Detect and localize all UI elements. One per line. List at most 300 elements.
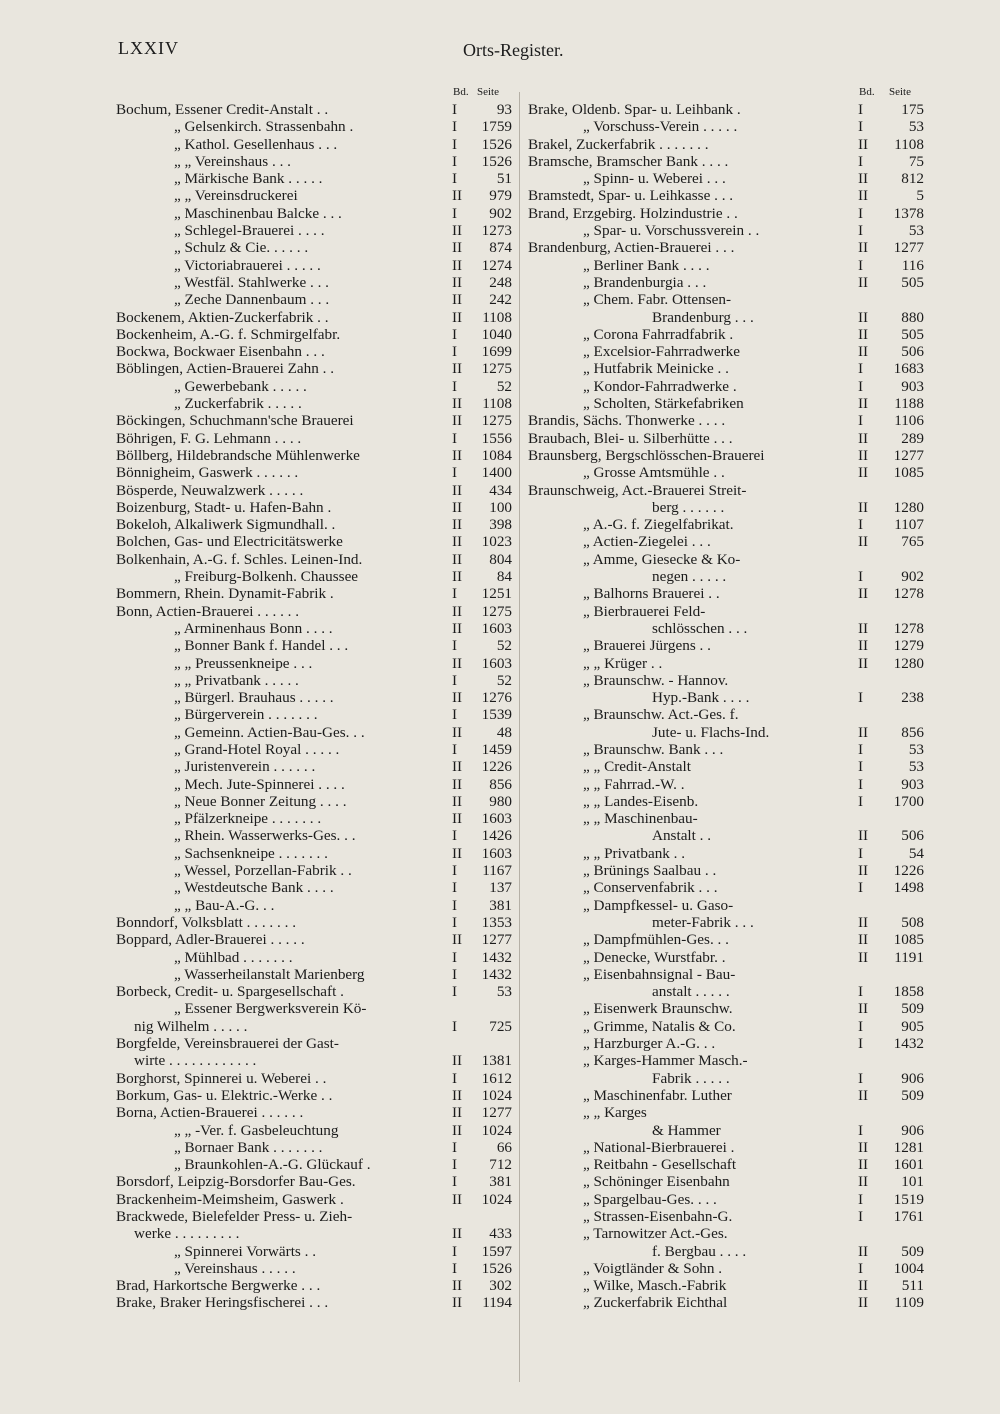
entry-page: 1353 [481, 913, 512, 931]
entry-page: 1539 [481, 706, 512, 724]
entry-name: „ Victoriabrauerei . . . . . [174, 256, 321, 274]
entry-volume: II [452, 844, 463, 862]
entry-volume: I [452, 965, 458, 983]
entry-volume: I [452, 1242, 458, 1260]
entry-volume: II [858, 931, 869, 949]
register-entry [528, 983, 924, 1000]
entry-page: 1699 [481, 343, 512, 361]
entry-volume: I [858, 412, 864, 430]
entry-page: 1107 [894, 516, 924, 534]
entry-name: Borghorst, Spinnerei u. Weberei . . [116, 1069, 327, 1087]
entry-volume: I [452, 343, 458, 361]
entry-name: Brad, Harkortsche Bergwerke . . . [116, 1277, 321, 1295]
register-entry [116, 879, 514, 896]
entry-name: „ Balhorns Brauerei . . [583, 585, 720, 603]
entry-name: „ Bürgerl. Brauhaus . . . . . [174, 689, 334, 707]
register-entry [116, 412, 514, 429]
entry-volume: II [452, 1086, 463, 1104]
register-entry [116, 1173, 514, 1190]
entry-name: „ Corona Fahrradfabrik . [583, 325, 734, 343]
entry-volume: II [452, 550, 463, 568]
entry-name: „ „ Preussenkneipe . . . [174, 654, 313, 672]
entry-page: 979 [489, 187, 512, 205]
entry-volume: II [858, 1000, 869, 1018]
entry-page: 1280 [893, 654, 924, 672]
entry-name: „ Actien-Ziegelei . . . [583, 533, 711, 551]
entry-volume: I [858, 118, 864, 136]
entry-volume: I [858, 1259, 864, 1277]
entry-page: 874 [489, 239, 512, 257]
register-entry [116, 862, 514, 879]
entry-name: „ Conservenfabrik . . . [583, 879, 718, 897]
entry-page: 1251 [481, 585, 512, 603]
register-entry [528, 1139, 924, 1156]
entry-volume: II [858, 343, 869, 361]
entry-name: Brake, Oldenb. Spar- u. Leihbank . [528, 101, 741, 118]
entry-page: 1188 [894, 395, 924, 413]
entry-name: Borkum, Gas- u. Elektric.-Werke . . [116, 1086, 333, 1104]
entry-name: „ Spinnerei Vorwärts . . [174, 1242, 317, 1260]
entry-volume: I [452, 1173, 458, 1191]
register-entry [528, 585, 924, 602]
entry-volume: II [858, 827, 869, 845]
entry-name: „ „ Krüger . . [583, 654, 663, 672]
entry-name: „ Mech. Jute-Spinnerei . . . . [174, 775, 345, 793]
entry-page: 116 [901, 256, 924, 274]
register-entry [116, 136, 514, 153]
entry-page: 509 [901, 1086, 924, 1104]
entry-page: 1526 [481, 135, 512, 153]
register-entry [528, 741, 924, 758]
entry-volume: I [452, 896, 458, 914]
entry-name: „ Schöninger Eisenbahn [583, 1173, 730, 1191]
entry-name: „ Gemeinn. Actien-Bau-Ges. . . [174, 723, 365, 741]
entry-page: 1603 [481, 619, 512, 637]
register-entry [116, 274, 514, 291]
entry-name: Böckingen, Schuchmann'sche Brauerei [116, 412, 354, 430]
register-entry [116, 672, 514, 689]
entry-page: 433 [489, 1225, 512, 1243]
register-entry [116, 1070, 514, 1087]
entry-volume: I [858, 360, 864, 378]
entry-page: 1023 [481, 533, 512, 551]
entry-volume: II [452, 602, 463, 620]
register-entry [528, 620, 924, 637]
entry-page: 1040 [481, 325, 512, 343]
entry-page: 1276 [481, 689, 512, 707]
entry-volume: I [452, 1069, 458, 1087]
entry-page: 1603 [481, 810, 512, 828]
entry-name: „ Märkische Bank . . . . . [174, 170, 323, 188]
entry-name: Brandis, Sächs. Thonwerke . . . . [528, 412, 726, 430]
register-entry [528, 395, 924, 412]
entry-volume: II [452, 1225, 463, 1243]
entry-name: Fabrik . . . . . [652, 1069, 730, 1087]
entry-volume: II [452, 1104, 463, 1122]
entry-page: 238 [901, 689, 924, 707]
entry-volume: II [452, 723, 463, 741]
entry-volume: I [452, 377, 458, 395]
entry-page: 1226 [481, 758, 512, 776]
register-entry [528, 482, 924, 499]
entry-page: 906 [901, 1069, 924, 1087]
register-entry [116, 222, 514, 239]
entry-name: Bösperde, Neuwalzwerk . . . . . [116, 481, 304, 499]
entry-page: 75 [908, 152, 924, 170]
entry-page: 506 [901, 827, 924, 845]
register-entry [528, 1087, 924, 1104]
entry-volume: I [452, 152, 458, 170]
register-entry [528, 637, 924, 654]
register-entry [528, 257, 924, 274]
entry-volume: I [858, 1208, 864, 1225]
entry-volume: I [452, 170, 458, 188]
register-entry [116, 1104, 514, 1121]
register-entry [528, 1294, 924, 1311]
entry-volume: II [452, 239, 463, 257]
entry-name: „ Arminenhaus Bonn . . . . [174, 619, 333, 637]
entry-page: 1761 [893, 1208, 924, 1225]
entry-page: 53 [908, 222, 924, 240]
entry-volume: II [452, 360, 463, 378]
register-entry [528, 153, 924, 170]
register-entry [528, 1277, 924, 1294]
entry-page: 1378 [893, 204, 924, 222]
register-entry [116, 1191, 514, 1208]
register-entry [528, 1260, 924, 1277]
entry-name: Brandenburg, Actien-Brauerei . . . [528, 239, 735, 257]
register-entry [528, 1225, 924, 1242]
entry-name: „ Eisenbahnsignal - Bau- [583, 965, 736, 983]
entry-volume: I [858, 740, 864, 758]
entry-volume: I [858, 879, 864, 897]
entry-volume: II [452, 568, 463, 586]
entry-name: „ Gewerbebank . . . . . [174, 377, 307, 395]
entry-volume: II [452, 498, 463, 516]
entry-volume: I [452, 1259, 458, 1277]
register-entry [528, 239, 924, 256]
register-entry [116, 516, 514, 533]
entry-name: „ Eisenwerk Braunschw. [583, 1000, 733, 1018]
entry-name: „ „ Privatbank . . [583, 844, 686, 862]
entry-page: 905 [901, 1017, 924, 1035]
entry-name: „ Braunschw. Bank . . . [583, 740, 724, 758]
register-entry [116, 585, 514, 602]
entry-page: 1024 [481, 1121, 512, 1139]
entry-name: Jute- u. Flachs-Ind. [652, 723, 770, 741]
register-entry [528, 810, 924, 827]
entry-volume: II [452, 222, 463, 240]
entry-page: 1108 [482, 395, 512, 413]
register-entry [528, 360, 924, 377]
entry-volume: II [858, 913, 869, 931]
entry-page: 1459 [481, 740, 512, 758]
page-heading: Seite [889, 86, 911, 98]
entry-name: „ „ Credit-Anstalt [583, 758, 691, 776]
entry-page: 511 [901, 1277, 924, 1295]
register-entry [116, 291, 514, 308]
entry-page: 137 [489, 879, 512, 897]
entry-name: „ Spar- u. Vorschussverein . . [583, 222, 760, 240]
entry-page: 903 [901, 377, 924, 395]
register-entry [116, 447, 514, 464]
entry-page: 1683 [893, 360, 924, 378]
entry-name: „ Kathol. Gesellenhaus . . . [174, 135, 338, 153]
register-entry [528, 1070, 924, 1087]
entry-page: 1556 [481, 429, 512, 447]
entry-name: Brackwede, Bielefelder Press- u. Zieh- [116, 1208, 353, 1225]
entry-volume: II [858, 654, 869, 672]
entry-name: „ Schulz & Cie. . . . . . [174, 239, 309, 257]
register-entry [116, 118, 514, 135]
entry-name: Braubach, Blei- u. Silberhütte . . . [528, 429, 733, 447]
entry-page: 53 [908, 758, 924, 776]
register-entry [116, 724, 514, 741]
entry-volume: II [452, 412, 463, 430]
entry-name: „ Vorschuss-Verein . . . . . [583, 118, 738, 136]
entry-name: „ „ Karges [583, 1104, 647, 1122]
entry-volume: II [452, 395, 463, 413]
register-entry [116, 776, 514, 793]
entry-name: negen . . . . . [652, 568, 727, 586]
entry-name: „ Wilke, Masch.-Fabrik [583, 1277, 727, 1295]
entry-page: 508 [901, 913, 924, 931]
entry-page: 52 [496, 671, 512, 689]
entry-page: 902 [489, 204, 512, 222]
register-entry [116, 845, 514, 862]
register-entry [116, 1225, 514, 1242]
entry-volume: I [858, 568, 864, 586]
entry-name: Borsdorf, Leipzig-Borsdorfer Bau-Ges. [116, 1173, 356, 1191]
entry-name: „ „ Bau-A.-G. . . [174, 896, 275, 914]
entry-volume: II [858, 1277, 869, 1295]
column-divider [519, 92, 520, 1382]
register-entry [116, 568, 514, 585]
register-entry [116, 637, 514, 654]
entry-name: Brakel, Zuckerfabrik . . . . . . . [528, 135, 709, 153]
register-entry [116, 1018, 514, 1035]
entry-name: Brake, Braker Heringsfischerei . . . [116, 1294, 329, 1312]
entry-name: „ Sachsenkneipe . . . . . . . [174, 844, 328, 862]
entry-page: 1085 [893, 931, 924, 949]
register-entry [528, 326, 924, 343]
entry-name: Brackenheim-Meimsheim, Gaswerk . [116, 1190, 344, 1208]
entry-page: 53 [496, 983, 512, 1001]
entry-page: 1381 [481, 1052, 512, 1070]
register-entry [116, 464, 514, 481]
register-entry [528, 1035, 924, 1052]
register-entry [528, 776, 924, 793]
entry-page: 906 [901, 1121, 924, 1139]
register-entry [528, 672, 924, 689]
entry-page: 1400 [481, 464, 512, 482]
entry-volume: II [452, 619, 463, 637]
entry-volume: II [858, 1294, 869, 1312]
entry-volume: II [858, 170, 869, 188]
register-entry [116, 1087, 514, 1104]
entry-name: Bolkenhain, A.-G. f. Schles. Leinen-Ind. [116, 550, 363, 568]
register-entry [116, 1000, 514, 1017]
entry-volume: II [858, 325, 869, 343]
register-entry [528, 655, 924, 672]
entry-name: & Hammer [652, 1121, 721, 1139]
entry-volume: II [452, 187, 463, 205]
column-head [528, 86, 924, 101]
register-entry [528, 343, 924, 360]
entry-page: 1273 [481, 222, 512, 240]
register-entry [528, 551, 924, 568]
register-entry [116, 897, 514, 914]
left-column [116, 86, 514, 1312]
register-entry [116, 378, 514, 395]
entry-page: 54 [908, 844, 924, 862]
entry-name: wirte . . . . . . . . . . . . [134, 1052, 257, 1070]
entry-page: 812 [901, 170, 924, 188]
entry-name: „ Bornaer Bank . . . . . . . [174, 1138, 323, 1156]
entry-name: Bochum, Essener Credit-Anstalt . . [116, 101, 329, 118]
entry-page: 1024 [481, 1190, 512, 1208]
entry-name: „ Scholten, Stärkefabriken [583, 395, 744, 413]
register-entry [528, 845, 924, 862]
entry-page: 93 [496, 101, 512, 118]
entry-page: 1278 [893, 619, 924, 637]
entry-page: 1519 [893, 1190, 924, 1208]
entry-name: „ Wessel, Porzellan-Fabrik . . [174, 862, 352, 880]
register-entry [528, 533, 924, 550]
register-entry [528, 464, 924, 481]
entry-volume: II [858, 1173, 869, 1191]
entry-page: 1108 [894, 135, 924, 153]
entry-volume: I [452, 429, 458, 447]
register-entry [528, 1052, 924, 1069]
entry-name: Bramstedt, Spar- u. Leihkasse . . . [528, 187, 734, 205]
entry-page: 1498 [893, 879, 924, 897]
entry-volume: I [452, 879, 458, 897]
entry-name: Brandenburg . . . [652, 308, 754, 326]
entry-name: „ Brauerei Jürgens . . [583, 637, 711, 655]
entry-volume: II [858, 637, 869, 655]
entry-page: 398 [489, 516, 512, 534]
register-entry [116, 1156, 514, 1173]
register-entry [528, 309, 924, 326]
register-entry [528, 1208, 924, 1225]
entry-volume: II [858, 723, 869, 741]
entry-name: berg . . . . . . [652, 498, 725, 516]
register-entry [528, 1122, 924, 1139]
entry-page: 1277 [893, 446, 924, 464]
register-entry [116, 326, 514, 343]
register-entry [528, 914, 924, 931]
register-entry [116, 360, 514, 377]
entry-volume: II [858, 1138, 869, 1156]
register-entry [528, 378, 924, 395]
register-entry [528, 949, 924, 966]
entry-name: „ Braunschw. Act.-Ges. f. [583, 706, 739, 724]
entry-name: „ Grosse Amtsmühle . . [583, 464, 725, 482]
entry-page: 509 [901, 1000, 924, 1018]
entry-name: „ Maschinenfabr. Luther [583, 1086, 732, 1104]
register-entry [528, 118, 924, 135]
entry-name: „ Grand-Hotel Royal . . . . . [174, 740, 340, 758]
entry-volume: I [858, 516, 864, 534]
entry-volume: I [858, 775, 864, 793]
register-entry [116, 499, 514, 516]
entry-name: schlösschen . . . [652, 619, 748, 637]
entry-page: 1167 [482, 862, 512, 880]
register-entry [116, 395, 514, 412]
register-entry [528, 793, 924, 810]
entry-page: 48 [496, 723, 512, 741]
register-entry [528, 136, 924, 153]
entry-page: 1281 [893, 1138, 924, 1156]
entry-volume: II [452, 1121, 463, 1139]
entry-name: Borbeck, Credit- u. Spargesellschaft . [116, 983, 344, 1001]
register-entry [528, 516, 924, 533]
register-entry [116, 1139, 514, 1156]
entry-page: 289 [901, 429, 924, 447]
entry-name: anstalt . . . . . [652, 983, 730, 1001]
entry-page: 1275 [481, 602, 512, 620]
entry-volume: I [452, 740, 458, 758]
entry-name: „ Schlegel-Brauerei . . . . [174, 222, 325, 240]
entry-page: 101 [901, 1173, 924, 1191]
register-entry [116, 810, 514, 827]
entry-name: Borna, Actien-Brauerei . . . . . . [116, 1104, 304, 1122]
entry-page: 880 [901, 308, 924, 326]
entry-page: 1085 [893, 464, 924, 482]
entry-volume: I [452, 983, 458, 1001]
entry-volume: II [858, 429, 869, 447]
entry-name: „ Bierbrauerei Feld- [583, 602, 706, 620]
entry-page: 765 [901, 533, 924, 551]
register-entry [116, 205, 514, 222]
entry-volume: I [858, 1035, 864, 1053]
register-entry [528, 412, 924, 429]
entry-page: 381 [489, 896, 512, 914]
entry-name: „ „ Privatbank . . . . . [174, 671, 299, 689]
entry-name: „ Neue Bonner Zeitung . . . . [174, 792, 347, 810]
entry-page: 248 [489, 273, 512, 291]
entry-name: „ Voigtländer & Sohn . [583, 1259, 723, 1277]
register-entry [116, 983, 514, 1000]
entry-page: 1194 [482, 1294, 512, 1312]
entry-volume: II [858, 464, 869, 482]
register-entry [116, 1052, 514, 1069]
entry-page: 1084 [481, 446, 512, 464]
register-entry [116, 1208, 514, 1225]
entry-name: f. Bergbau . . . . [652, 1242, 747, 1260]
entry-volume: I [858, 844, 864, 862]
entry-volume: I [452, 325, 458, 343]
entry-volume: II [858, 585, 869, 603]
entry-page: 1526 [481, 152, 512, 170]
entry-name: „ Grimme, Natalis & Co. [583, 1017, 736, 1035]
entry-volume: II [452, 256, 463, 274]
entry-page: 1024 [481, 1086, 512, 1104]
page-title: Orts-Register. [463, 40, 564, 60]
register-entry [528, 879, 924, 896]
register-entry [116, 758, 514, 775]
entry-page: 1280 [893, 498, 924, 516]
entry-page: 1601 [893, 1156, 924, 1174]
entry-page: 1191 [894, 948, 924, 966]
entry-name: „ Chem. Fabr. Ottensen- [583, 291, 732, 309]
register-entry [528, 689, 924, 706]
entry-page: 302 [489, 1277, 512, 1295]
entry-volume: II [858, 273, 869, 291]
entry-name: „ Maschinenbau Balcke . . . [174, 204, 342, 222]
entry-page: 1426 [481, 827, 512, 845]
